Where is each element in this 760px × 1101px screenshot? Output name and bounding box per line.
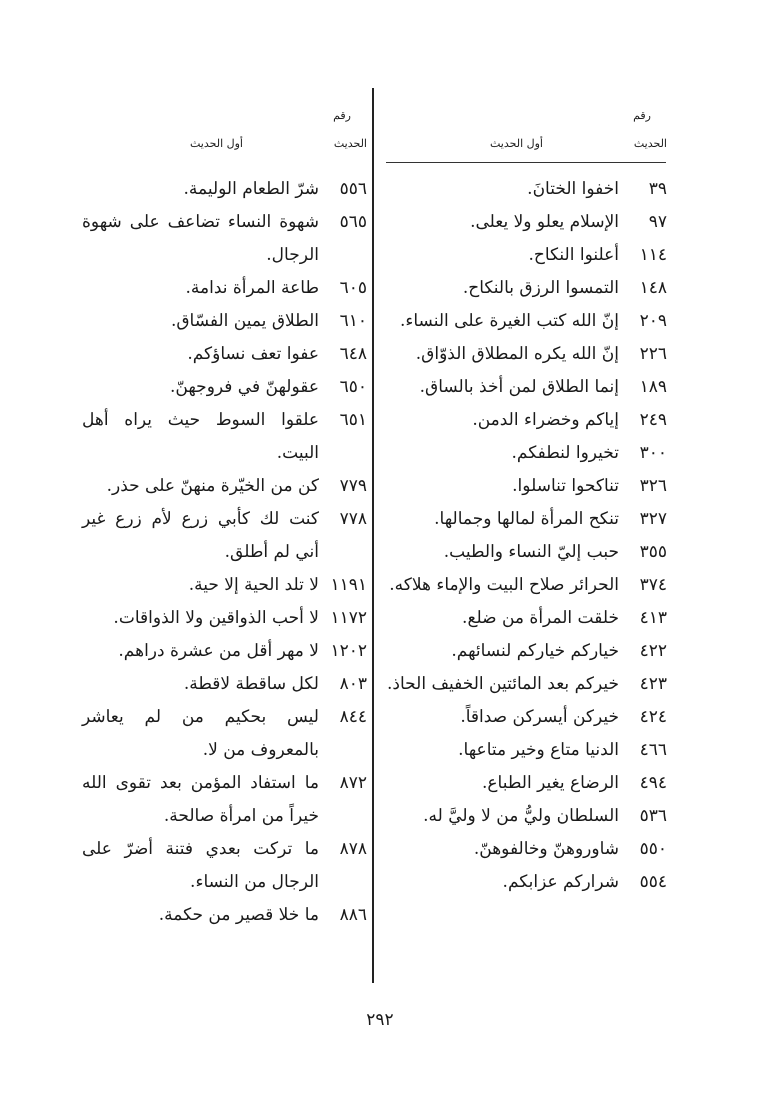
index-entry (82, 635, 367, 668)
hadith-opening: أعلنوا النكاح. (528, 245, 619, 265)
index-entry (82, 470, 367, 503)
hadith-number: ٢٠٩ (639, 311, 667, 331)
hadith-opening: ما تركت بعدي فتنة أضرّ على الرجال من النساء. (82, 839, 319, 892)
hadith-number: ٣٩ (648, 179, 667, 199)
hadith-opening: إنّ الله كتب الغيرة على النساء. (399, 311, 619, 331)
hadith-number: ٧٧٨ (339, 509, 367, 529)
left-column (82, 95, 367, 932)
hadith-number: ٦٥٠ (339, 377, 367, 397)
column-divider (372, 88, 374, 983)
index-entry (82, 602, 367, 635)
hadith-opening: إياكم وخضراء الدمن. (472, 410, 619, 430)
hadith-opening: ليس بحكيم من لم يعاشر بالمعروف من لا. (82, 707, 319, 760)
hadith-number: ١٤٨ (639, 278, 667, 298)
hadith-number: ٦٥١ (339, 410, 367, 430)
hadith-number: ٤٢٤ (639, 707, 667, 727)
hadith-number: ٥٥٦ (339, 179, 367, 199)
hadith-opening: عفوا تعف نساؤكم. (187, 344, 319, 364)
hadith-opening: إنما الطلاق لمن أخذ بالساق. (419, 377, 619, 397)
right-column (385, 95, 667, 899)
index-entry (385, 371, 667, 404)
hadith-number: ٨٠٣ (339, 674, 367, 694)
hadith-number: ٦٤٨ (339, 344, 367, 364)
text-label: أول الحديث (189, 137, 243, 150)
hadith-opening: لا مهر أقل من عشرة دراهم. (118, 641, 319, 661)
index-entry (385, 305, 667, 338)
index-entry (82, 668, 367, 701)
index-entry (385, 866, 667, 899)
index-entry (385, 602, 667, 635)
index-entry (385, 206, 667, 239)
hadith-opening: الطلاق يمين الفسّاق. (170, 311, 319, 331)
hadith-number: ٢٢٦ (639, 344, 667, 364)
entry-list (82, 173, 367, 932)
text-label: أول الحديث (489, 137, 543, 150)
hadith-opening: تناكحوا تناسلوا. (512, 476, 619, 496)
hadith-opening: حبب إليّ النساء والطيب. (443, 542, 619, 562)
index-entry (385, 437, 667, 470)
hadith-number: ٥٥٤ (639, 872, 667, 892)
hadith-opening: خيركم بعد المائتين الخفيف الحاذ. (387, 674, 619, 694)
number-label-bottom: الحديث (633, 137, 667, 150)
hadith-opening: خياركم خياركم لنسائهم. (451, 641, 619, 661)
index-entry (82, 701, 367, 767)
number-label-top: رقم (633, 109, 651, 122)
number-label-bottom: الحديث (333, 137, 367, 150)
hadith-number: ٤٢٣ (639, 674, 667, 694)
hadith-opening: كنت لك كأبي زرع لأم زرع غير أني لم أطلق. (82, 509, 319, 562)
hadith-opening: عقولهنّ في فروجهنّ. (170, 377, 319, 397)
index-entry (82, 404, 367, 470)
hadith-number: ٤٩٤ (639, 773, 667, 793)
hadith-number: ٩٧ (648, 212, 667, 232)
index-entry (82, 503, 367, 569)
hadith-number: ٨٨٦ (339, 905, 367, 925)
index-entry (385, 470, 667, 503)
index-entry (82, 371, 367, 404)
hadith-opening: لا أحب الذواقين ولا الذواقات. (113, 608, 319, 628)
hadith-number: ٨٧٨ (339, 839, 367, 859)
hadith-opening: شراركم عزابكم. (502, 872, 619, 892)
index-entry (385, 635, 667, 668)
index-entry (385, 668, 667, 701)
hadith-opening: ما خلا قصير من حكمة. (158, 905, 319, 925)
hadith-opening: شرّ الطعام الوليمة. (183, 179, 319, 199)
page-number: ٢٩٢ (366, 1010, 394, 1030)
hadith-opening: لا تلد الحية إلا حية. (188, 575, 319, 595)
index-entry (385, 833, 667, 866)
index-entry (385, 173, 667, 206)
index-entry (385, 272, 667, 305)
hadith-number: ٦٠٥ (339, 278, 367, 298)
hadith-opening: خيركن أيسركن صداقاً. (460, 707, 619, 727)
hadith-opening: شاوروهنّ وخالفوهنّ. (473, 839, 619, 859)
hadith-number: ٤١٣ (639, 608, 667, 628)
index-entry (385, 569, 667, 602)
hadith-number: ٨٤٤ (339, 707, 367, 727)
hadith-opening: تخيروا لنطفكم. (511, 443, 619, 463)
hadith-number: ١١٩١ (330, 575, 367, 595)
hadith-opening: شهوة النساء تضاعف على شهوة الرجال. (82, 212, 319, 265)
hadith-number: ٣٧٤ (639, 575, 667, 595)
hadith-number: ٣٠٠ (639, 443, 667, 463)
hadith-opening: خلقت المرأة من ضلع. (462, 608, 619, 628)
hadith-number: ١١٤ (639, 245, 667, 265)
hadith-number: ٤٢٢ (639, 641, 667, 661)
hadith-number: ٥٥٠ (639, 839, 667, 859)
index-entry (82, 899, 367, 932)
hadith-number: ٥٣٦ (639, 806, 667, 826)
hadith-number: ١٨٩ (639, 377, 667, 397)
hadith-opening: التمسوا الرزق بالنكاح. (462, 278, 619, 298)
index-entry (385, 536, 667, 569)
hadith-opening: ما استفاد المؤمن بعد تقوى الله خيراً من امرأة صالحة. (82, 773, 319, 826)
index-entry (385, 701, 667, 734)
hadith-opening: الرضاع يغير الطباع. (482, 773, 619, 793)
index-entry (82, 338, 367, 371)
index-entry (82, 833, 367, 899)
hadith-opening: الإسلام يعلو ولا يعلى. (470, 212, 619, 232)
hadith-opening: الحرائر صلاح البيت والإماء هلاكه. (389, 575, 619, 595)
column-header (385, 95, 667, 165)
hadith-number: ١١٧٢ (330, 608, 367, 628)
index-entry (82, 305, 367, 338)
hadith-opening: علقوا السوط حيث يراه أهل البيت. (82, 410, 319, 463)
index-entry (385, 800, 667, 833)
hadith-opening: إنّ الله يكره المطلاق الذوّاق. (415, 344, 619, 364)
hadith-opening: السلطان وليُّ من لا وليَّ له. (423, 806, 619, 826)
hadith-number: ٤٦٦ (639, 740, 667, 760)
hadith-number: ٥٦٥ (339, 212, 367, 232)
hadith-opening: كن من الخيّرة منهنّ على حذر. (106, 476, 319, 496)
hadith-opening: تنكح المرأة لمالها وجمالها. (434, 509, 619, 529)
index-entry (82, 767, 367, 833)
hadith-number: ٣٢٧ (639, 509, 667, 529)
hadith-opening: الدنيا متاع وخير متاعها. (458, 740, 619, 760)
index-entry (82, 569, 367, 602)
number-label-top: رقم (333, 109, 351, 122)
hadith-number: ٧٧٩ (339, 476, 367, 496)
hadith-opening: طاعة المرأة ندامة. (185, 278, 319, 298)
column-header (82, 95, 367, 165)
hadith-number: ٣٥٥ (639, 542, 667, 562)
index-entry (385, 338, 667, 371)
hadith-number: ٣٢٦ (639, 476, 667, 496)
hadith-opening: اخفوا الختانَ. (527, 179, 619, 199)
hadith-number: ٦١٠ (339, 311, 367, 331)
index-entry (385, 404, 667, 437)
index-entry (385, 767, 667, 800)
index-entry (82, 206, 367, 272)
index-entry (82, 173, 367, 206)
entry-list (385, 173, 667, 899)
index-entry (385, 503, 667, 536)
hadith-opening: لكل ساقطة لاقطة. (183, 674, 319, 694)
index-entry (82, 272, 367, 305)
hadith-number: ٢٤٩ (639, 410, 667, 430)
index-entry (385, 239, 667, 272)
hadith-number: ١٢٠٢ (330, 641, 367, 661)
index-entry (385, 734, 667, 767)
hadith-number: ٨٧٢ (339, 773, 367, 793)
